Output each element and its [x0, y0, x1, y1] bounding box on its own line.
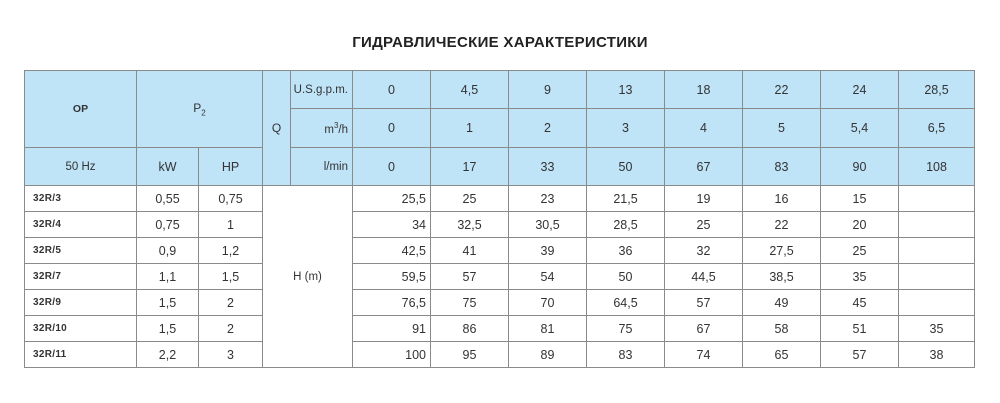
lmin-value: 0 [353, 148, 431, 186]
header-row-lmin [25, 148, 975, 186]
head-value-cell: 22 [743, 212, 821, 238]
head-value-cell: 41 [431, 238, 509, 264]
head-value-cell: 23 [509, 186, 587, 212]
head-value-cell: 49 [743, 290, 821, 316]
head-value-cell: 86 [431, 316, 509, 342]
model-cell: 32R/4 [25, 212, 137, 238]
lmin-value: 33 [509, 148, 587, 186]
table-row [25, 316, 975, 342]
table-body [25, 186, 975, 368]
head-value-cell: 75 [431, 290, 509, 316]
kw-cell: 0,75 [137, 212, 199, 238]
head-value-cell: 16 [743, 186, 821, 212]
hp-header: HP [199, 148, 263, 186]
page-title: ГИДРАВЛИЧЕСКИЕ ХАРАКТЕРИСТИКИ [352, 34, 648, 51]
table-row [25, 264, 975, 290]
model-cell: 32R/7 [25, 264, 137, 290]
head-label: H (m) [263, 186, 353, 368]
head-value-cell: 34 [353, 212, 431, 238]
usgpm-value: 22 [743, 71, 821, 109]
m3h-value: 4 [665, 109, 743, 148]
usgpm-value: 9 [509, 71, 587, 109]
head-value-cell: 32,5 [431, 212, 509, 238]
head-value-cell: 59,5 [353, 264, 431, 290]
hp-cell: 2 [199, 290, 263, 316]
usgpm-value: 4,5 [431, 71, 509, 109]
kw-cell: 2,2 [137, 342, 199, 368]
head-value-cell: 25 [665, 212, 743, 238]
m3h-value: 3 [587, 109, 665, 148]
head-value-cell: 28,5 [587, 212, 665, 238]
power-header [137, 71, 263, 148]
kw-cell: 1,5 [137, 290, 199, 316]
head-value-cell [899, 212, 975, 238]
head-value-cell: 100 [353, 342, 431, 368]
hp-cell: 2 [199, 316, 263, 342]
power-subscript: 2 [201, 108, 206, 118]
m3h-value: 5,4 [821, 109, 899, 148]
kw-cell: 0,9 [137, 238, 199, 264]
usgpm-value: 28,5 [899, 71, 975, 109]
head-value-cell: 36 [587, 238, 665, 264]
usgpm-value: 13 [587, 71, 665, 109]
unit-m3h-base: m [324, 123, 334, 136]
head-value-cell: 30,5 [509, 212, 587, 238]
head-value-cell: 44,5 [665, 264, 743, 290]
power-label: P [193, 100, 202, 115]
unit-lmin: l/min [291, 148, 353, 186]
head-value-cell: 65 [743, 342, 821, 368]
lmin-value: 17 [431, 148, 509, 186]
head-value-cell: 39 [509, 238, 587, 264]
head-value-cell [899, 186, 975, 212]
kw-header: kW [137, 148, 199, 186]
head-value-cell: 25 [821, 238, 899, 264]
usgpm-value: 0 [353, 71, 431, 109]
table-row [25, 238, 975, 264]
head-value-cell: 57 [821, 342, 899, 368]
hp-cell: 1 [199, 212, 263, 238]
head-value-cell: 38 [899, 342, 975, 368]
head-value-cell: 19 [665, 186, 743, 212]
head-value-cell: 64,5 [587, 290, 665, 316]
m3h-value: 5 [743, 109, 821, 148]
head-value-cell: 57 [431, 264, 509, 290]
head-value-cell: 95 [431, 342, 509, 368]
head-value-cell: 38,5 [743, 264, 821, 290]
usgpm-value: 24 [821, 71, 899, 109]
head-value-cell: 91 [353, 316, 431, 342]
head-value-cell: 15 [821, 186, 899, 212]
performance-table [24, 70, 975, 368]
lmin-value: 67 [665, 148, 743, 186]
head-value-cell: 27,5 [743, 238, 821, 264]
head-value-cell: 76,5 [353, 290, 431, 316]
lmin-value: 50 [587, 148, 665, 186]
table-row [25, 290, 975, 316]
head-value-cell: 81 [509, 316, 587, 342]
head-value-cell: 21,5 [587, 186, 665, 212]
head-value-cell: 35 [821, 264, 899, 290]
m3h-value: 0 [353, 109, 431, 148]
model-cell: 32R/11 [25, 342, 137, 368]
head-value-cell: 54 [509, 264, 587, 290]
head-value-cell: 20 [821, 212, 899, 238]
head-value-cell: 42,5 [353, 238, 431, 264]
head-value-cell: 45 [821, 290, 899, 316]
header-row-usgpm [25, 71, 975, 109]
model-cell: 32R/3 [25, 186, 137, 212]
lmin-value: 108 [899, 148, 975, 186]
head-value-cell: 50 [587, 264, 665, 290]
m3h-value: 2 [509, 109, 587, 148]
hp-cell: 1,2 [199, 238, 263, 264]
model-cell: 32R/5 [25, 238, 137, 264]
head-value-cell: 75 [587, 316, 665, 342]
head-value-cell: 51 [821, 316, 899, 342]
head-value-cell: 74 [665, 342, 743, 368]
kw-cell: 0,55 [137, 186, 199, 212]
table-row [25, 186, 975, 212]
head-value-cell [899, 290, 975, 316]
table-row [25, 212, 975, 238]
head-value-cell [899, 238, 975, 264]
kw-cell: 1,5 [137, 316, 199, 342]
hp-cell: 1,5 [199, 264, 263, 290]
head-value-cell: 70 [509, 290, 587, 316]
model-header: OP [25, 71, 137, 148]
hp-cell: 3 [199, 342, 263, 368]
head-value-cell: 57 [665, 290, 743, 316]
hp-cell: 0,75 [199, 186, 263, 212]
model-cell: 32R/9 [25, 290, 137, 316]
head-value-cell: 35 [899, 316, 975, 342]
lmin-value: 90 [821, 148, 899, 186]
unit-usgpm: U.S.g.p.m. [291, 71, 353, 109]
frequency-label: 50 Hz [25, 148, 137, 186]
unit-m3h [291, 109, 353, 148]
head-value-cell [899, 264, 975, 290]
m3h-value: 6,5 [899, 109, 975, 148]
head-value-cell: 58 [743, 316, 821, 342]
head-value-cell: 25 [431, 186, 509, 212]
unit-m3h-sup: 3 [333, 120, 339, 130]
usgpm-value: 18 [665, 71, 743, 109]
m3h-value: 1 [431, 109, 509, 148]
head-value-cell: 83 [587, 342, 665, 368]
kw-cell: 1,1 [137, 264, 199, 290]
head-value-cell: 89 [509, 342, 587, 368]
flow-header: Q [263, 71, 291, 186]
lmin-value: 83 [743, 148, 821, 186]
unit-m3h-tail: /h [338, 123, 348, 136]
head-value-cell: 67 [665, 316, 743, 342]
model-cell: 32R/10 [25, 316, 137, 342]
head-value-cell: 32 [665, 238, 743, 264]
head-value-cell: 25,5 [353, 186, 431, 212]
table-row [25, 342, 975, 368]
